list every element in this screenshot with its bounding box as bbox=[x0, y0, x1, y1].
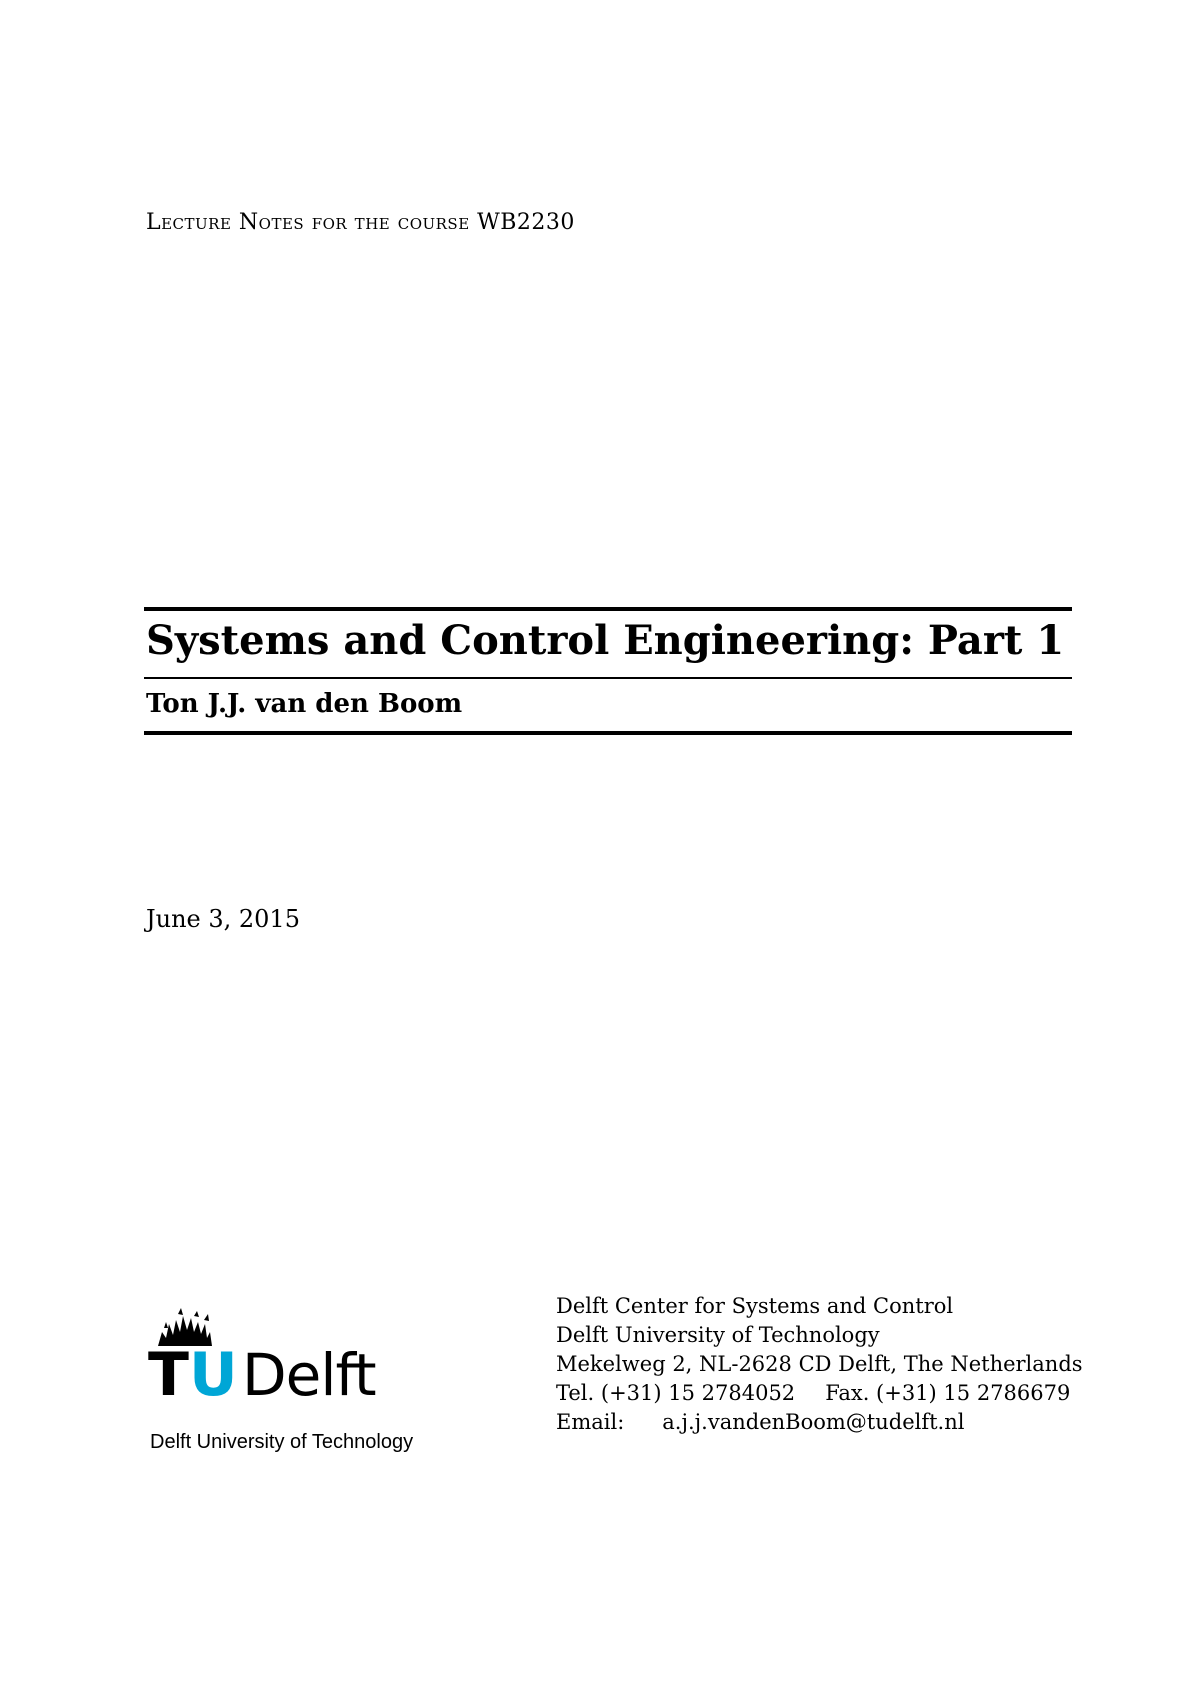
title-rule-middle bbox=[144, 677, 1072, 679]
contact-email-label: Email: bbox=[556, 1410, 625, 1434]
title-rule-bottom bbox=[144, 731, 1072, 735]
contact-address: Mekelweg 2, NL-2628 CD Delft, The Netherlands bbox=[556, 1352, 1083, 1376]
lecture-notes-heading: Lecture Notes for the course WB2230 bbox=[146, 210, 575, 235]
document-author: Ton J.J. van den Boom bbox=[146, 689, 463, 719]
contact-email-line bbox=[556, 1408, 1083, 1437]
document-title: Systems and Control Engineering: Part 1 bbox=[146, 617, 1065, 664]
contact-fax: Fax. (+31) 15 2786679 bbox=[825, 1381, 1071, 1405]
contact-email: a.j.j.vandenBoom@tudelft.nl bbox=[662, 1410, 965, 1434]
logo-letter-u: U bbox=[188, 1340, 238, 1410]
contact-university: Delft University of Technology bbox=[556, 1323, 880, 1347]
tu-delft-logo bbox=[148, 1308, 448, 1458]
contact-block bbox=[556, 1292, 1083, 1437]
logo-letter-t: T bbox=[148, 1340, 189, 1410]
logo-delft-wordmark: Delft bbox=[242, 1341, 376, 1409]
logo-tu-mark bbox=[148, 1342, 238, 1408]
logo-subtitle: Delft University of Technology bbox=[150, 1431, 414, 1453]
contact-center: Delft Center for Systems and Control bbox=[556, 1294, 954, 1318]
contact-phone-fax bbox=[556, 1379, 1083, 1408]
contact-tel: Tel. (+31) 15 2784052 bbox=[556, 1381, 796, 1405]
title-rule-top bbox=[144, 607, 1072, 611]
document-date: June 3, 2015 bbox=[146, 905, 300, 933]
